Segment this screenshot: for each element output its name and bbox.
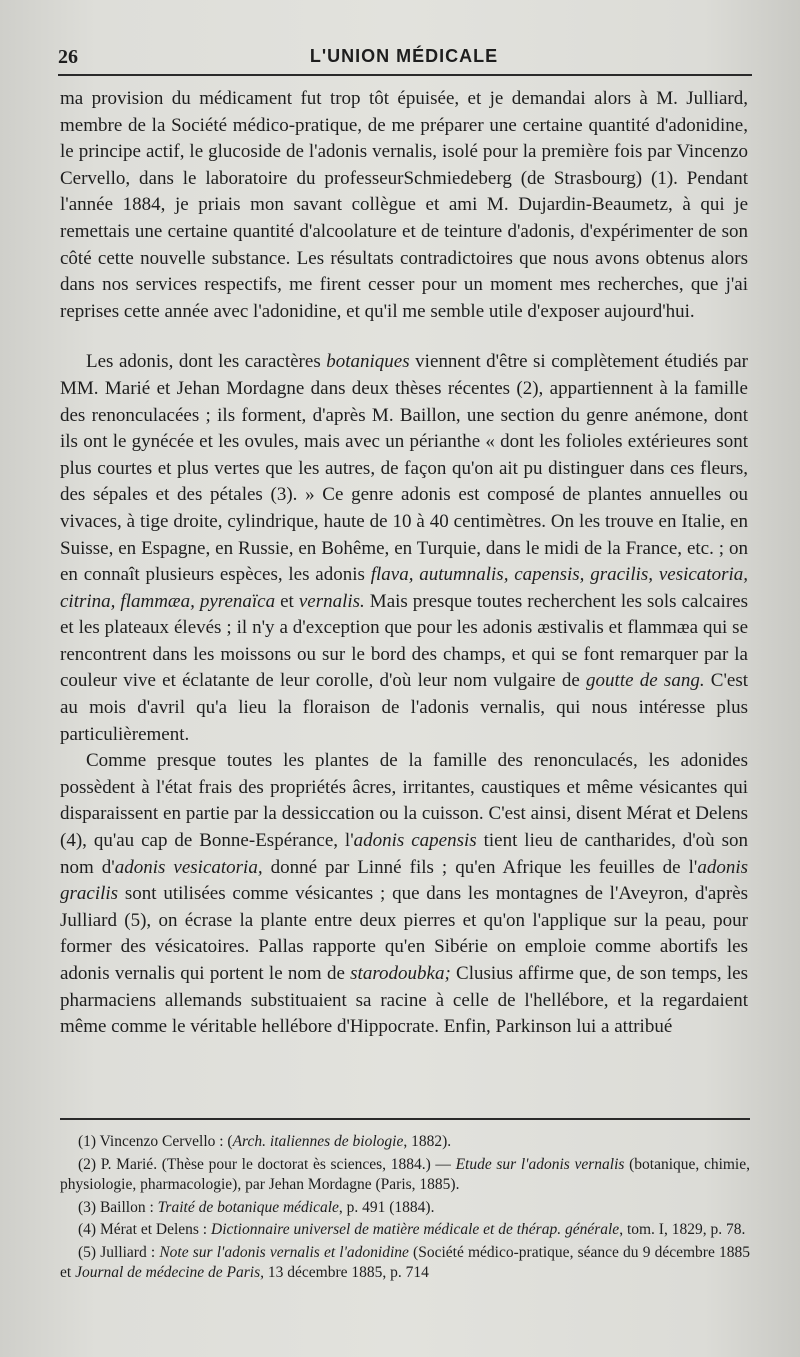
text-run: ma provision du médicament fut trop tôt épuisée, et je demandai alors à M. Julliard, membre de la Société médico-pratique, de me préparer une certaine quantité d'adonidine, le principe actif, le glucoside de l'adonis vernalis, isolé pour la première fois par Vincenzo Cervello, dans le laboratoire du professeurSchmiedeberg (de Strasbourg) (1). Pendant l'année 1884, je priais mon savant collègue et ami M. Dujardin-Beaumetz, à qui je remettais une certaine quantité d'alcoolature et de teinture d'adonis, d'expérimenter de son côté cette nouvelle substance. Les résultats contradictoires que nous avons obtenus alors dans nos services respectifs, me firent cesser pour un moment mes recherches, que j'ai reprises cette année avec l'adonidine, et qu'il me semble utile d'exposer aujourd'hui. bbox=[60, 88, 748, 322]
footnote-5 bbox=[60, 1243, 750, 1284]
text-run: Les adonis, dont les caractères bbox=[86, 351, 327, 373]
text-run: , tom. I, 1829, p. 78. bbox=[619, 1221, 746, 1238]
italic-run: Etude sur l'adonis vernalis bbox=[455, 1155, 625, 1173]
footnote-1 bbox=[60, 1132, 750, 1153]
text-run: viennent d'être si complètement étudiés par MM. Marié et Jehan Mordagne dans deux thèses récentes (2), appartiennent à la famille des renonculacées ; ils forment, d'après M. Baillon, une section du genre anémone, dont ils ont le gynécée et les ovules, mais avec un périanthe « dont les folioles extérieures sont plus courtes et plus vertes que les autres, de façon qu'on ait pu distinguer dans ces fleurs, des sépales et des pétales (3). » Ce genre adonis est composé de plantes annuelles ou vivaces, à tige droite, cylindrique, haute de 10 à 40 centimètres. On les trouve en Italie, en Suisse, en Espagne, en Russie, en Bohême, en Turquie, dans le midi de la France, etc. ; on en connaît plusieurs espèces, les adonis bbox=[60, 351, 748, 586]
text-run: (1) Vincenzo Cervello : ( bbox=[78, 1133, 233, 1150]
text-run: tient lieu de cantharides, d'où son nom d' bbox=[60, 830, 748, 878]
italic-run: Arch. italiennes de biologie bbox=[232, 1133, 404, 1150]
page-number: 26 bbox=[58, 46, 78, 68]
text-run: Comme presque toutes les plantes de la famille des renonculacés, les adonides possèdent à l'état frais des propriétés âcres, irritantes, caustiques et même vésicantes qui disparaissent en partie par la dessiccation ou la cuisson. C'est ainsi, disent Mérat et Delens (4), qu'au cap de Bonne-Espérance, l' bbox=[60, 750, 748, 852]
paragraph-3 bbox=[60, 748, 748, 1041]
italic-run: botaniques bbox=[326, 351, 410, 373]
footnotes-rule bbox=[60, 1118, 750, 1120]
text-run: donné par Linné fils ; qu'en Afrique les feuilles de l' bbox=[262, 856, 698, 878]
header-rule bbox=[58, 74, 752, 76]
text-run: C'est au mois d'avril qu'a lieu la floraison de l'adonis vernalis, qui nous intéresse plus particulièrement. bbox=[60, 670, 749, 745]
paragraph-2 bbox=[60, 349, 748, 748]
italic-run: Journal de médecine de Paris, bbox=[75, 1264, 265, 1281]
italic-run: adonis capensis bbox=[353, 830, 477, 852]
page-header bbox=[58, 44, 750, 74]
italic-run: adonis vesicatoria, bbox=[114, 856, 263, 878]
footnote-4 bbox=[60, 1220, 750, 1241]
italic-run: flava, autumnalis, capensis, gracilis, vesicatoria, citrina, flammæa, pyrenaïca bbox=[60, 564, 749, 612]
text-run: (2) P. Marié. (Thèse pour le doctorat ès sciences, 1884.) — bbox=[78, 1155, 456, 1173]
text-run: , 1882). bbox=[403, 1133, 452, 1150]
footnotes bbox=[60, 1132, 750, 1286]
main-text bbox=[60, 86, 748, 1041]
italic-run: adonis gracilis bbox=[60, 856, 748, 905]
text-run: (3) Baillon : bbox=[78, 1198, 158, 1216]
paragraph-1 bbox=[60, 86, 748, 325]
running-title: L'UNION MÉDICALE bbox=[309, 46, 499, 66]
italic-run: Dictionnaire universel de matière médicale et de thérap. générale bbox=[211, 1221, 620, 1238]
footnote-2 bbox=[60, 1155, 750, 1196]
italic-run: starodoubka; bbox=[350, 963, 451, 984]
footnote-3 bbox=[60, 1198, 750, 1219]
text-run: , p. 491 (1884). bbox=[338, 1198, 435, 1216]
italic-run: Note sur l'adonis vernalis et l'adonidine bbox=[159, 1243, 409, 1261]
text-run: (4) Mérat et Delens : bbox=[78, 1221, 211, 1238]
text-run: Mais presque toutes recherchent les sols calcaires et les plateaux élevés ; il n'y a d'exception que pour les adonis æstivalis et flammæa qui se rencontrent dans les moissons ou sur le bord des champs, et qui se font remarquer par la couleur vive et éclatante de leur corolle, d'où leur nom vulgaire de bbox=[60, 590, 748, 692]
text-run: Clusius affirme que, de son temps, les pharmaciens allemands substituaient sa racine à celle de l'hellébore, et la regardaient même comme le véritable hellébore d'Hippocrate. Enfin, Parkinson lui a attribué bbox=[60, 963, 748, 1038]
text-run: (5) Julliard : bbox=[78, 1243, 160, 1261]
italic-run: Traité de botanique médicale bbox=[157, 1198, 339, 1216]
text-run: sont utilisées comme vésicantes ; que dans les montagnes de l'Aveyron, d'après Julliard (5), on écrase la plante entre deux pierres et qu'on l'applique sur la peau, pour former des vésicatoires. Pallas rapporte qu'en Sibérie on emploie comme abortifs les adonis vernalis qui portent le nom de bbox=[60, 883, 748, 984]
text-run: (Société médico-pratique, séance du 9 décembre 1885 et bbox=[60, 1243, 750, 1281]
text-run: (botanique, chimie, physiologie, pharmacologie), par Jehan Mordagne (Paris, 1885). bbox=[60, 1155, 750, 1193]
italic-run: goutte de sang. bbox=[586, 670, 705, 692]
text-run: et bbox=[275, 590, 299, 612]
italic-run: vernalis. bbox=[298, 590, 365, 612]
text-run: 13 décembre 1885, p. 714 bbox=[264, 1264, 429, 1281]
